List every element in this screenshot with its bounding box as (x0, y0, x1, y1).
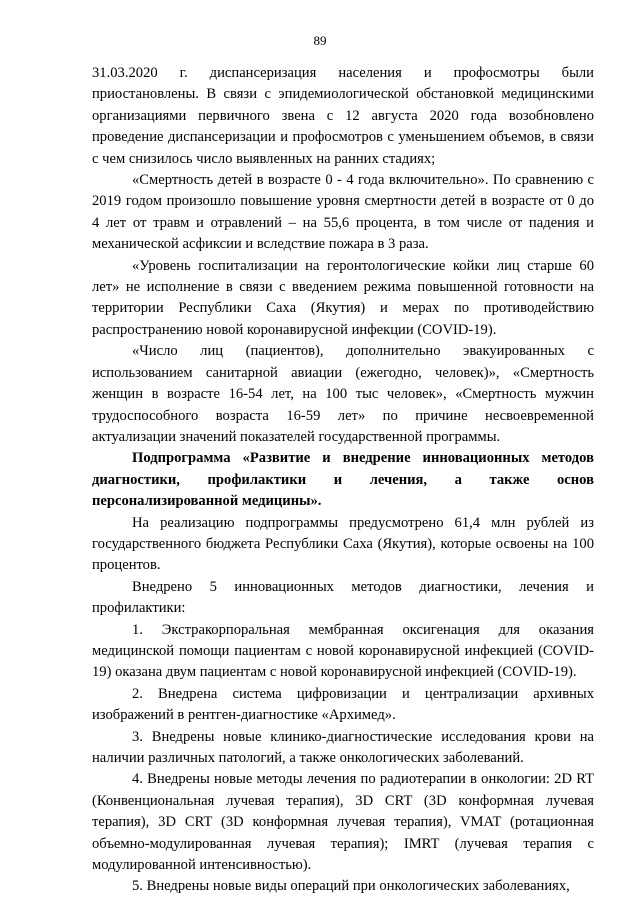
list-item-3: 3. Внедрены новые клинико-диагностические исследования крови на наличии различных патологий, а также онкологических заболеваний. (92, 728, 594, 766)
paragraph-1: 31.03.2020 г. диспансеризация населения и профосмотры были приостановлены. В связи с эпидемиологической обстановкой медицинскими организациями первичного звена с 12 августа 2020 года возобновлено проведение диспансеризации и профосмотров с уменьшением объемов, в связи с чем снизилось число выявленных на ранних стадиях; (92, 65, 594, 167)
paragraph-3: «Уровень госпитализации на геронтологические койки лиц старше 60 лет» не исполнение в связи с введением режима повышенной готовности на территории Республики Саха (Якутия) и мерах по противодействию распространению новой коронавирусной инфекции (COVID-19). (92, 257, 594, 338)
paragraph-2: «Смертность детей в возрасте 0 - 4 года включительно». По сравнению с 2019 годом произошло повышение уровня смертности детей в возрасте от 0 до 4 лет от травм и отравлений – на 55,6 процента, в том числе от падения и механической асфиксии и вследствие пожара в 3 раза. (92, 172, 594, 253)
paragraph-methods-intro: Внедрено 5 инновационных методов диагностики, лечения и профилактики: (92, 578, 594, 617)
list-item-1: 1. Экстракорпоральная мембранная оксигенация для оказания медицинской помощи пациентам с новой коронавирусной инфекцией (COVID-19) оказана двум пациентам с новой коронавирусной инфекцией (COVID-19). (92, 621, 594, 681)
paragraph-4: «Число лиц (пациентов), дополнительно эвакуированных с использованием санитарной авиации (ежегодно, человек)», «Смертность женщин в возрасте 16-54 лет, на 100 тыс человек», «Смертность мужчин трудоспособного возраста 16-59 лет» по причине несвоевременной актуализации значений показателей государственной программы. (92, 343, 594, 445)
list-item-5: 5. Внедрены новые виды операций при онкологических заболеваниях, (132, 878, 570, 895)
list-item-4: 4. Внедрены новые методы лечения по радиотерапии в онкологии: 2D RT (Конвенциональная лучевая терапия), 3D CRT (3D конформная лучевая терапия), 3D CRT (3D конформная лучевая терапия), VMAT (ротационная объемно-модулированная лучевая терапия); IMRT (лучевая терапия с модулированной интенсивностью). (92, 771, 594, 874)
subprogram-heading: Подпрограмма «Развитие и внедрение инновационных методов диагностики, профилактики и лечения, а также основ персонализированной медицины». (92, 450, 594, 510)
document-body (92, 63, 594, 898)
page-number: 89 (313, 33, 327, 48)
paragraph-funding: На реализацию подпрограммы предусмотрено 61,4 млн рублей из государственного бюджета Республики Саха (Якутия), которые освоены на 100 процентов. (92, 514, 594, 574)
list-item-2: 2. Внедрена система цифровизации и централизации архивных изображений в рентген-диагностике «Архимед». (92, 685, 594, 724)
